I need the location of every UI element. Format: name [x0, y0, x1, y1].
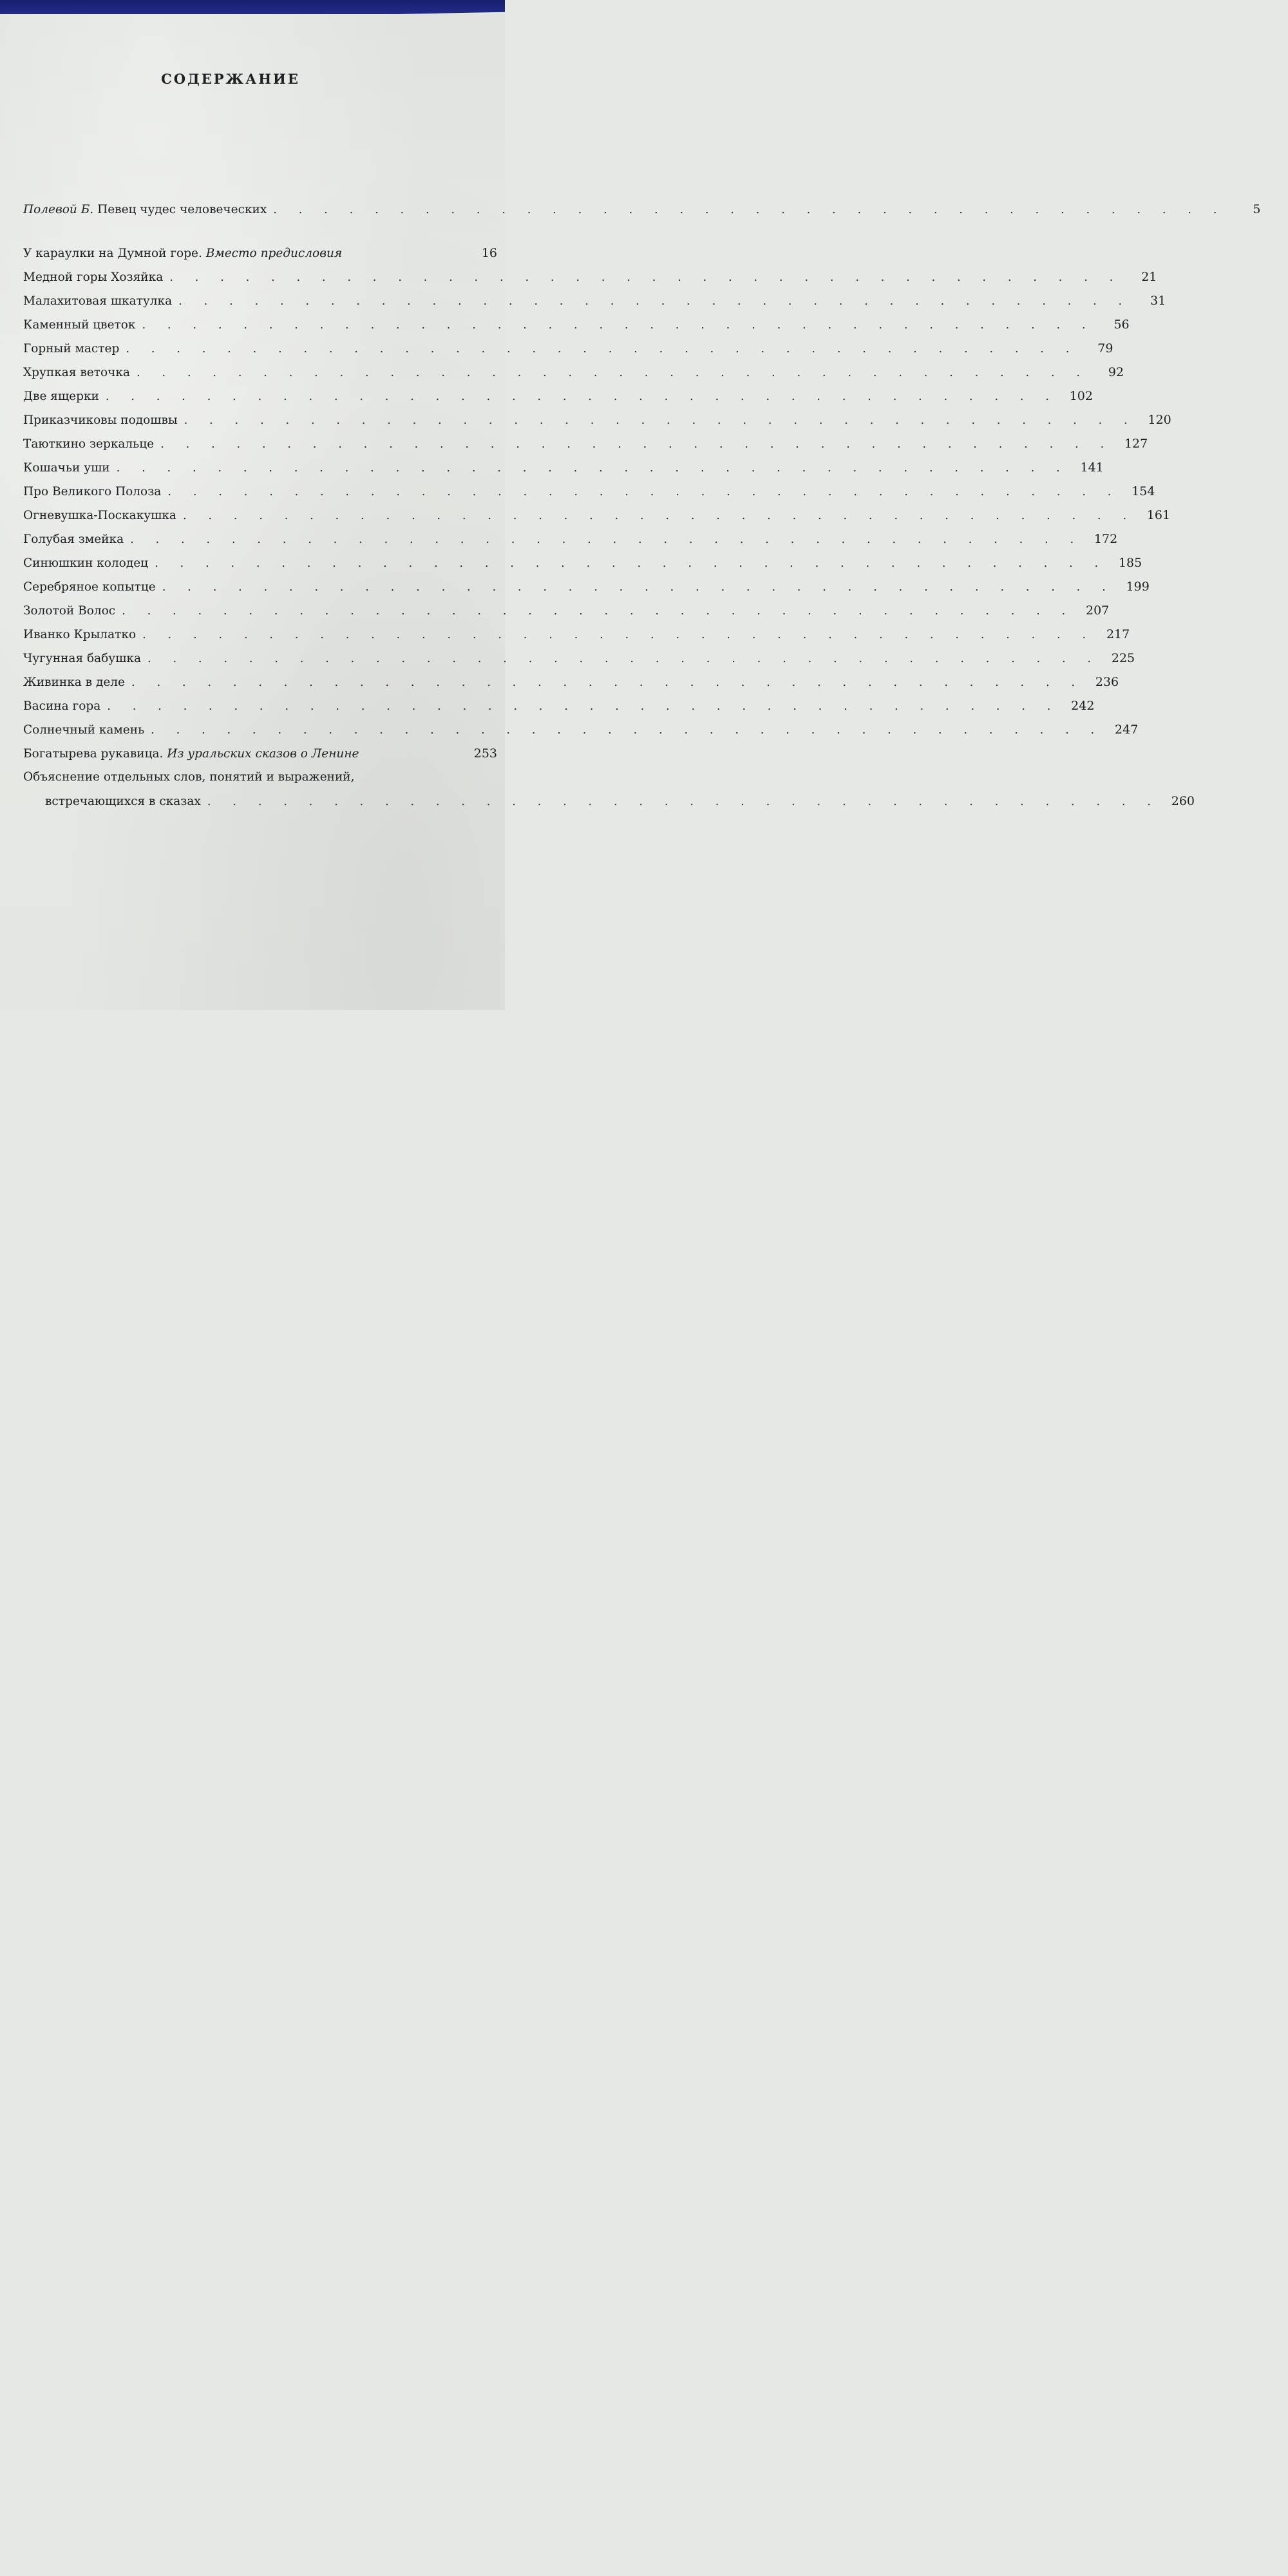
dot-leader: . . . . . . . . . . . . . . . . . . . . . . . . . . . . . . . . . . . . . .	[169, 270, 1122, 284]
toc-entry	[23, 723, 1139, 742]
toc-entry-title: Огневушка-Поскакушка	[23, 509, 176, 522]
toc-entry-title: Чугунная бабушка	[23, 652, 141, 665]
toc-entry	[23, 675, 1119, 694]
dot-leader: . . . . . . . . . . . . . . . . . . . . . . . . . . . . . . . . . . . . . .	[273, 203, 1226, 216]
dot-leader: . . . . . . . . . . . . . . . . . . . . . . . . . . . . . . . . . . . . . .	[167, 485, 1121, 498]
toc-entry-glossary-continued	[23, 794, 1195, 813]
toc-entry-page: 141	[1080, 460, 1104, 475]
toc-entry-page: 253	[473, 746, 497, 761]
toc-entry-note: Вместо предисловия	[205, 247, 343, 260]
toc-entry-title: Таюткино зеркальце	[23, 437, 155, 451]
toc-entry-page: 247	[1115, 723, 1139, 737]
toc-entry-page: 127	[1124, 437, 1148, 451]
toc-entry-page: 242	[1071, 699, 1095, 713]
dot-leader: . . . . . . . . . . . . . . . . . . . . . . . . . . . . . . . . . . . . . .	[126, 342, 1079, 355]
dot-leader: . . . . . . . . . . . . . . . . . . . . . . . . . . . . . . . . . . . . . .	[155, 556, 1108, 570]
toc-entry	[23, 389, 1093, 408]
toc-entry	[23, 651, 1135, 670]
toc-entry	[23, 484, 1155, 504]
toc-entry-title: Горный мастер	[23, 342, 120, 355]
toc-entry-title: Золотой Волос	[23, 604, 116, 618]
toc-entry-title: Богатырева рукавица.	[23, 747, 164, 761]
toc-entry-page: 260	[1171, 794, 1195, 808]
toc-entry-glossary	[23, 770, 497, 790]
dot-leader: . . . . . . . . . . . . . . . . . . . . . . . . . . . . . . . . . . . . . .	[130, 533, 1083, 546]
toc-entry-title: Певец чудес человеческих	[97, 203, 267, 216]
toc-entry-page: 79	[1097, 341, 1113, 355]
toc-entry-page: 199	[1126, 580, 1150, 594]
toc-entry-title: У караулки на Думной горе.	[23, 247, 202, 260]
toc-entry-page: 185	[1118, 556, 1142, 570]
toc-entry-author: Полевой Б.	[23, 203, 94, 216]
toc-entry-title: Голубая змейка	[23, 533, 124, 546]
toc-entry-page: 154	[1132, 484, 1155, 498]
toc-entry-page: 21	[1141, 270, 1157, 284]
toc-entry-introduction	[23, 246, 497, 265]
toc-entry-page: 161	[1146, 508, 1171, 522]
toc-entry-page: 102	[1069, 389, 1093, 403]
toc-entry-title: Васина гора	[23, 699, 101, 713]
toc-entry	[23, 627, 1130, 647]
toc-entry	[23, 699, 1095, 718]
toc-entry-page: 16	[481, 246, 497, 260]
dot-leader: . . . . . . . . . . . . . . . . . . . . . . . . . . . . . . . . . . . . . .	[160, 437, 1113, 451]
toc-entry-page: 92	[1108, 365, 1124, 379]
toc-entry-preface-essay	[23, 202, 1261, 222]
toc-entry-page: 56	[1113, 317, 1130, 332]
toc-entry-note: Из уральских сказов о Ленине	[167, 747, 359, 761]
dot-leader: . . . . . . . . . . . . . . . . . . . . . . . . . . . . . . . . . . . . . .	[207, 795, 1160, 808]
toc-entry-page: 207	[1086, 603, 1110, 618]
toc-entry-title: Хрупкая веточка	[23, 366, 130, 379]
dot-leader: . . . . . . . . . . . . . . . . . . . . . . . . . . . . . . . . . . . . . .	[178, 294, 1132, 308]
toc-entry-page: 120	[1148, 413, 1171, 427]
toc-entry	[23, 294, 1166, 313]
toc-entry-page: 5	[1253, 202, 1261, 216]
toc-entry-title: Кошачьи уши	[23, 461, 110, 475]
dot-leader: . . . . . . . . . . . . . . . . . . . . . . . . . . . . . . . . . . . . . .	[182, 509, 1136, 522]
dot-leader: . . . . . . . . . . . . . . . . . . . . . . . . . . . . . . . . . . . . . .	[107, 699, 1060, 713]
toc-entry-page: 225	[1111, 651, 1135, 665]
toc-entry	[23, 460, 1104, 480]
dot-leader: . . . . . . . . . . . . . . . . . . . . . . . . . . . . . . . . . . . . . .	[136, 366, 1090, 379]
toc-entry-title: Солнечный камень	[23, 723, 145, 737]
dot-leader: . . . . . . . . . . . . . . . . . . . . . . . . . . . . . . . . . . . . . .	[131, 676, 1084, 689]
toc-entry	[23, 341, 1113, 361]
toc-entry	[23, 413, 1171, 432]
toc-entry	[23, 580, 1150, 599]
dot-leader: . . . . . . . . . . . . . . . . . . . . . . . . . . . . . . . . . . . . . .	[105, 390, 1058, 403]
dot-leader: . . . . . . . . . . . . . . . . . . . . . . . . . . . . . . . . . . . . . .	[151, 723, 1104, 737]
toc-entry	[23, 603, 1110, 623]
toc-entry-title: Приказчиковы подошвы	[23, 413, 178, 427]
dot-leader: . . . . . . . . . . . . . . . . . . . . . . . . . . . . . . . . . . . . . .	[162, 580, 1115, 594]
toc-entry	[23, 556, 1142, 575]
page-title: СОДЕРЖАНИЕ	[161, 71, 300, 87]
toc-entry-title: Живинка в деле	[23, 676, 125, 689]
dot-leader: . . . . . . . . . . . . . . . . . . . . . . . . . . . . . . . . . . . . . .	[142, 318, 1095, 332]
toc-entry	[23, 270, 1157, 289]
toc-entry	[23, 317, 1130, 337]
toc-entry-page: 217	[1106, 627, 1130, 641]
book-page	[0, 14, 1261, 1010]
toc-entry-title: Объяснение отдельных слов, понятий и выражений,	[23, 770, 355, 784]
dot-leader: . . . . . . . . . . . . . . . . . . . . . . . . . . . . . . . . . . . . . .	[116, 461, 1069, 475]
toc-entry-title: Иванко Крылатко	[23, 628, 137, 641]
toc-entry-page: 31	[1150, 294, 1166, 308]
dot-leader: . . . . . . . . . . . . . . . . . . . . . . . . . . . . . . . . . . . . . .	[184, 413, 1137, 427]
toc-entry-page: 236	[1095, 675, 1119, 689]
toc-entry	[23, 365, 1124, 384]
toc-entry-title-continued: встречающихся в сказах	[45, 795, 201, 808]
toc-entry-title: Про Великого Полоза	[23, 485, 162, 498]
dot-leader: . . . . . . . . . . . . . . . . . . . . . . . . . . . . . . . . . . . . . .	[142, 628, 1095, 641]
toc-entry-title: Малахитовая шкатулка	[23, 294, 173, 308]
toc-entry-title: Две ящерки	[23, 390, 99, 403]
toc-entry	[23, 437, 1148, 456]
toc-entry-lenin-tales	[23, 746, 497, 766]
toc-entry-title: Медной горы Хозяйка	[23, 270, 164, 284]
toc-entry	[23, 508, 1171, 527]
toc-entry-title: Каменный цветок	[23, 318, 136, 332]
toc-entry	[23, 532, 1118, 551]
dot-leader: . . . . . . . . . . . . . . . . . . . . . . . . . . . . . . . . . . . . . .	[147, 652, 1101, 665]
dot-leader: . . . . . . . . . . . . . . . . . . . . . . . . . . . . . . . . . . . . . .	[122, 604, 1075, 618]
toc-entry-page: 172	[1094, 532, 1118, 546]
toc-entry-title: Серебряное копытце	[23, 580, 156, 594]
toc-entry-title: Синюшкин колодец	[23, 556, 149, 570]
